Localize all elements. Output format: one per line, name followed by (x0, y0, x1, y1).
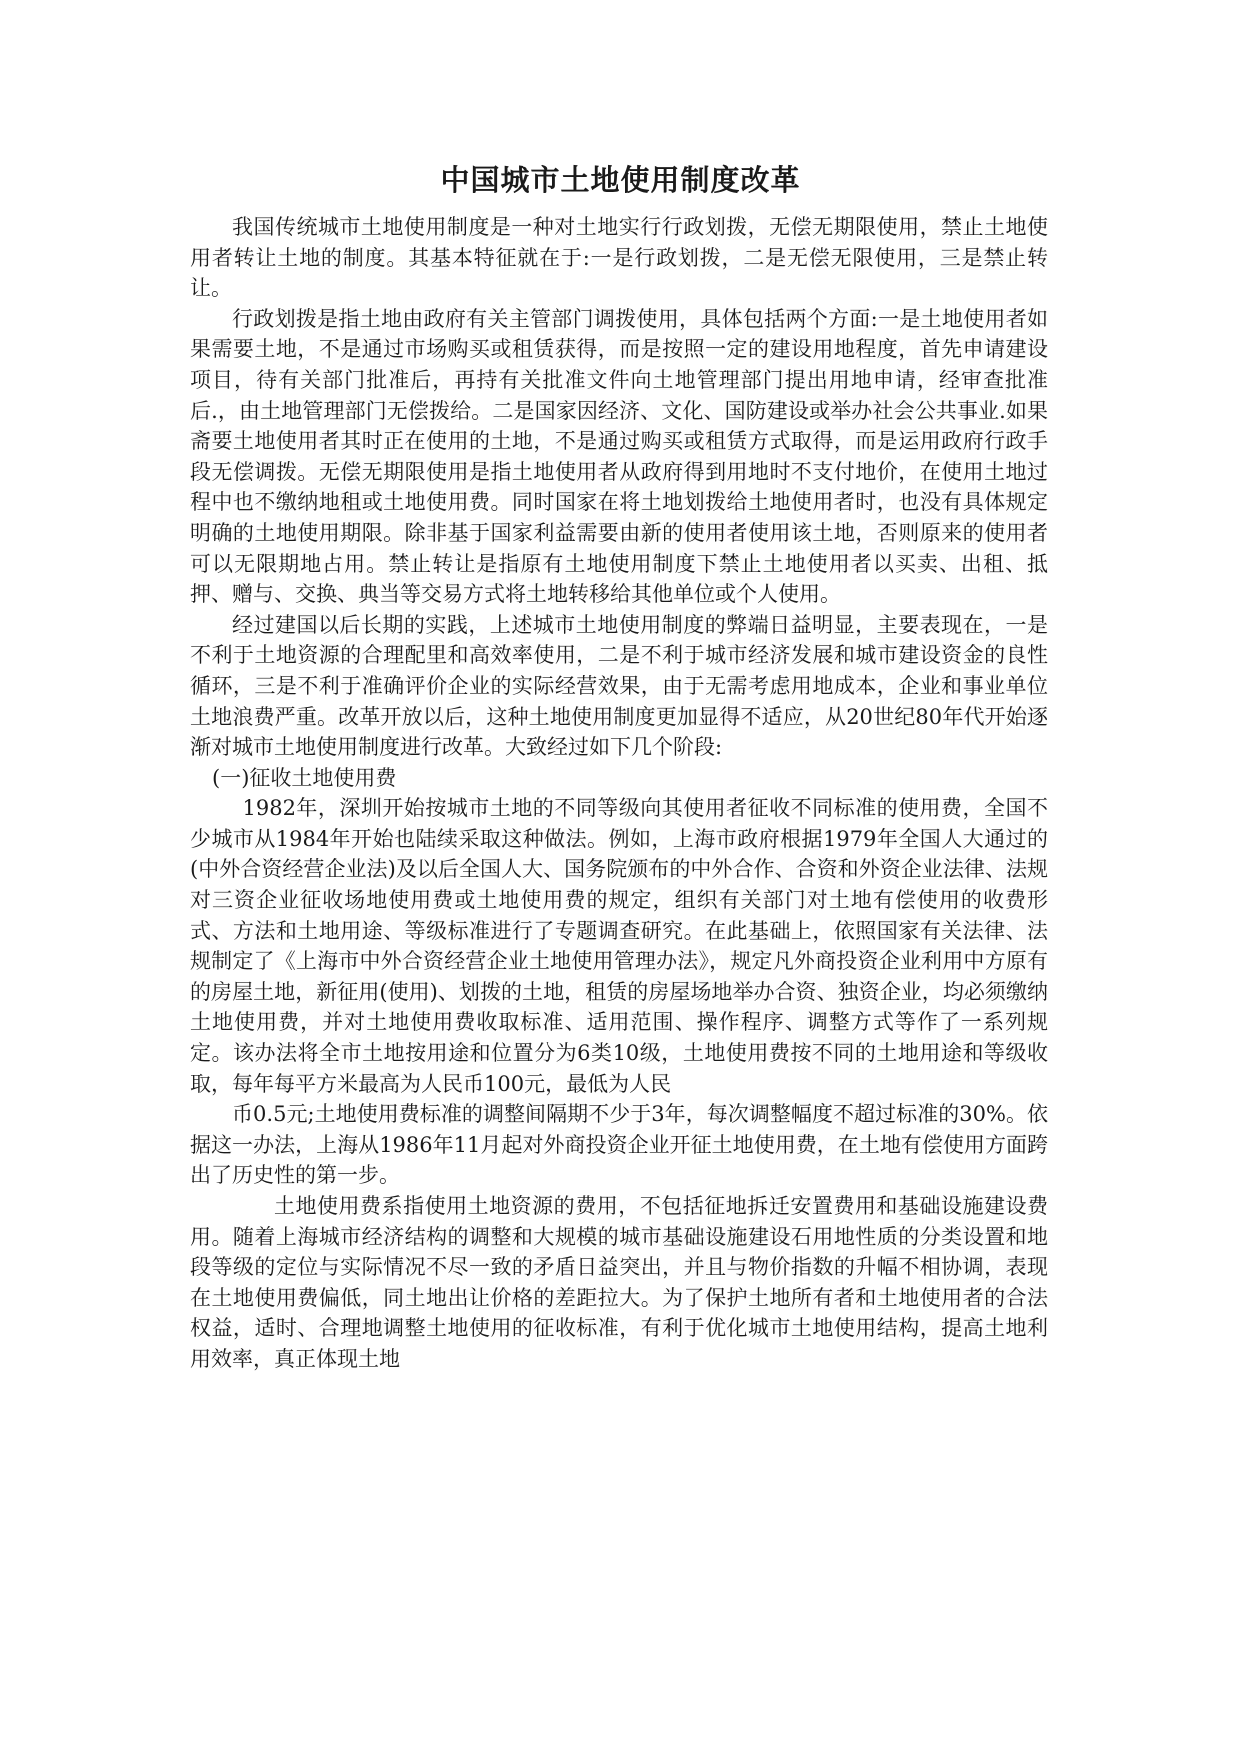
page-title: 中国城市土地使用制度改革 (440, 163, 801, 197)
paragraph-land-use-fee-definition: 土地使用费系指使用土地资源的费用，不包括征地拆迁安置费用和基础设施建设费用。随着上海城市经济结构的调整和大规模的城市基础设施建设石用地性质的分类设置和地段等级的定位与实际情况不尽一致的矛盾日益突出，并且与物价指数的升幅不相协调，表现在土地使用费偏低，同土地出让价格的差距拉大。为了保护土地所有者和土地使用者的合法权益，适时、合理地调整土地使用的征收标准，有利于优化城市土地使用结构，提高土地利用效率，真正体现土地 (190, 1194, 1048, 1371)
paragraph-administrative-allocation: 行政划拨是指土地由政府有关主管部门调拨使用，具体包括两个方面:一是土地使用者如果需要土地，不是通过市场购买或租赁获得，而是按照一定的建设用地程度，首先申请建设项目，待有关部门批准后，再持有关批准文件向土地管理部门提出用地申请，经审查批准后.，由土地管理部门无偿拨给。二是国家因经济、文化、国防建设或举办社会公共事业.如果斋要土地使用者其时正在使用的土地，不是通过购买或租赁方式取得，而是运用政府行政手段无偿调拨。无偿无期限使用是指土地使用者从政府得到用地时不支付地价，在使用土地过程中也不缴纳地租或土地使用费。同时国家在将土地划拨给土地使用者时，也没有具体规定明确的土地使用期限。除非基于国家利益需要由新的使用者使用该土地，否则原来的使用者可以无限期地占用。禁止转让是指原有土地使用制度下禁止土地使用者以买卖、出租、抵押、赠与、交换、典当等交易方式将土地转移给其他单位或个人使用。 (190, 306, 1048, 607)
document-body (190, 212, 1048, 1375)
paragraph-reform-background: 经过建国以后长期的实践，上述城市土地使用制度的弊端日益明显，主要表现在，一是不利于土地资源的合理配里和高效率使用，二是不利于城市经济发展和城市建设资金的良性循环，三是不利于准确评价企业的实际经营效果，由于无需考虑用地成本，企业和事业单位土地浪费严重。改革开放以后，这种土地使用制度更加显得不适应，从20世纪80年代开始逐渐对城市土地使用制度进行改革。大致经过如下几个阶段: (190, 612, 1048, 760)
paragraph-1982-shenzhen-continued: 币0.5元;土地使用费标准的调整间隔期不少于3年，每次调整幅度不超过标准的30%。依据这一办法，上海从1986年11月起对外商投资企业开征土地使用费，在土地有偿使用方面跨出了历史性的第一步。 (190, 1102, 1048, 1188)
paragraph-1982-shenzhen (190, 793, 1048, 1191)
section-heading-land-use-fee: (一)征收土地使用费 (212, 765, 397, 790)
paragraph-1982-shenzhen-text: 1982年，深圳开始按城市土地的不同等级向其使用者征收不同标准的使用费，全国不少城市从1984年开始也陆续采取这种做法。例如，上海市政府根据1979年全国人大通过的(中外合资经营企业法)及以后全国人大、国务院颁布的中外合作、合资和外资企业法律、法规对三资企业征收场地使用费或土地使用费的规定，组织有关部门对土地有偿使用的收费形式、方法和土地用途、等级标准进行了专题调查研究。在此基础上，依照国家有关法律、法规制定了《上海市中外合资经营企业土地使用管理办法》，规定凡外商投资企业利用中方原有的房屋土地，新征用(使用)、划拨的土地，租赁的房屋场地举办合资、独资企业，均必须缴纳土地使用费，并对土地使用费收取标准、适用范围、操作程序、调整方式等作了一系列规定。该办法将全市土地按用途和位置分为6类10级，土地使用费按不同的土地用途和等级收取，每年每平方米最高为人民币100元，最低为人民 (190, 796, 1048, 1096)
paragraph-traditional-system: 我国传统城市土地使用制度是一种对土地实行行政划拨，无偿无期限使用，禁止土地使用者转让土地的制度。其基本特征就在于:一是行政划拨，二是无偿无限使用，三是禁止转让。 (190, 215, 1048, 301)
